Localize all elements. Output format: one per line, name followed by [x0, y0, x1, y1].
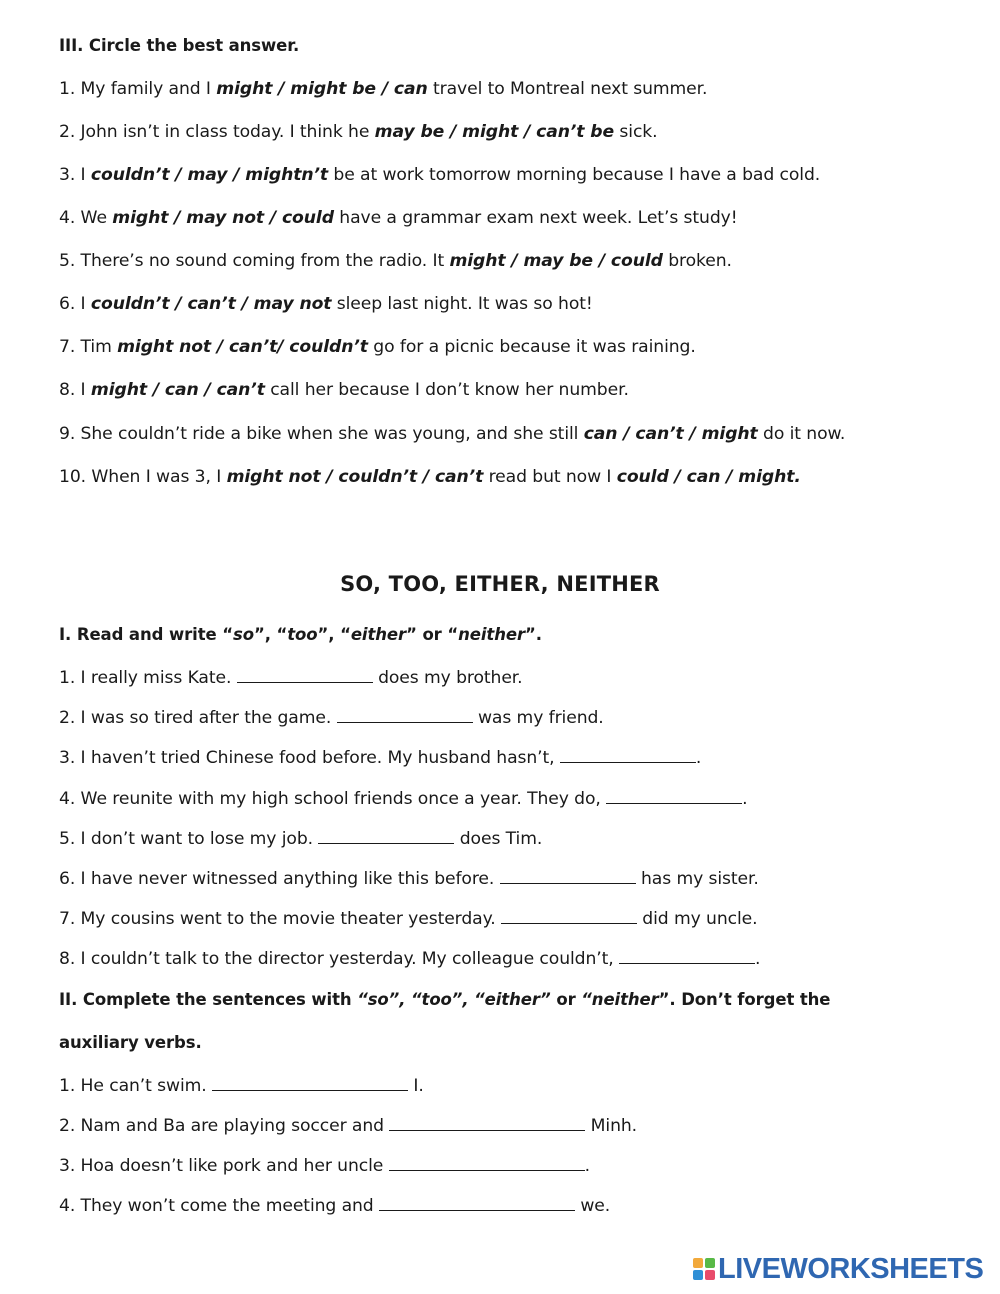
- answer-blank[interactable]: [501, 907, 637, 924]
- answer-blank[interactable]: [237, 666, 373, 683]
- answer-options[interactable]: might / may not / could: [112, 208, 334, 228]
- answer-blank[interactable]: [337, 706, 473, 723]
- complete-question-4: 4. They won’t come the meeting and we.: [59, 1196, 611, 1216]
- fill-question-3: 3. I haven’t tried Chinese food before. My husband hasn’t, .: [59, 748, 702, 768]
- answer-options[interactable]: might / may be / could: [449, 251, 663, 271]
- complete-question-1: 1. He can’t swim. I.: [59, 1076, 424, 1096]
- answer-blank[interactable]: [212, 1074, 408, 1091]
- complete-question-3: 3. Hoa doesn’t like pork and her uncle .: [59, 1156, 590, 1176]
- question-10: 10. When I was 3, I might not / couldn’t / can’t read but now I could / can / might.: [59, 467, 801, 487]
- answer-options[interactable]: might / might be / can: [216, 79, 428, 99]
- answer-blank[interactable]: [560, 746, 696, 763]
- question-1: 1. My family and I might / might be / can travel to Montreal next summer.: [59, 79, 708, 99]
- question-5: 5. There’s no sound coming from the radio. It might / may be / could broken.: [59, 251, 732, 271]
- question-9: 9. She couldn’t ride a bike when she was young, and she still can / can’t / might do it now.: [59, 424, 846, 444]
- fill-question-7: 7. My cousins went to the movie theater yesterday. did my uncle.: [59, 909, 758, 929]
- answer-blank[interactable]: [389, 1154, 585, 1171]
- fill-question-5: 5. I don’t want to lose my job. does Tim.: [59, 829, 543, 849]
- answer-blank[interactable]: [500, 867, 636, 884]
- question-6: 6. I couldn’t / can’t / may not sleep last night. It was so hot!: [59, 294, 593, 314]
- liveworksheets-logo: [692, 1253, 983, 1285]
- section3-heading: III. Circle the best answer.: [59, 36, 300, 55]
- answer-options[interactable]: might not / can’t/ couldn’t: [117, 337, 368, 357]
- answer-options[interactable]: may be / might / can’t be: [374, 122, 615, 142]
- fill-question-6: 6. I have never witnessed anything like this before. has my sister.: [59, 869, 759, 889]
- answer-blank[interactable]: [619, 947, 755, 964]
- answer-options[interactable]: might / can / can’t: [90, 380, 265, 400]
- answer-blank[interactable]: [606, 787, 742, 804]
- logo-square: [705, 1258, 715, 1268]
- partB-heading: II. Complete the sentences with “so”, “too”, “either” or “neither”. Don’t forget the: [59, 990, 831, 1009]
- answer-blank[interactable]: [379, 1194, 575, 1211]
- answer-options[interactable]: might not / couldn’t / can’t: [226, 467, 484, 487]
- question-4: 4. We might / may not / could have a grammar exam next week. Let’s study!: [59, 208, 738, 228]
- logo-square: [693, 1258, 703, 1268]
- question-8: 8. I might / can / can’t call her because I don’t know her number.: [59, 380, 629, 400]
- partB-heading-cont: auxiliary verbs.: [59, 1033, 202, 1052]
- partA-heading: I. Read and write “so”, “too”, “either” or “neither”.: [59, 625, 542, 644]
- question-3: 3. I couldn’t / may / mightn’t be at work tomorrow morning because I have a bad cold.: [59, 165, 821, 185]
- logo-square: [705, 1270, 715, 1280]
- answer-options[interactable]: couldn’t / can’t / may not: [90, 294, 332, 314]
- fill-question-1: 1. I really miss Kate. does my brother.: [59, 668, 523, 688]
- answer-options[interactable]: could / can / might.: [616, 467, 801, 487]
- question-7: 7. Tim might not / can’t/ couldn’t go for a picnic because it was raining.: [59, 337, 696, 357]
- fill-question-8: 8. I couldn’t talk to the director yesterday. My colleague couldn’t, .: [59, 949, 761, 969]
- page-title: SO, TOO, EITHER, NEITHER: [340, 572, 660, 596]
- fill-question-2: 2. I was so tired after the game. was my friend.: [59, 708, 604, 728]
- liveworksheets-logo-text: LIVEWORKSHEETS: [718, 1253, 984, 1285]
- logo-square: [693, 1270, 703, 1280]
- answer-options[interactable]: can / can’t / might: [583, 424, 758, 444]
- question-2: 2. John isn’t in class today. I think he may be / might / can’t be sick.: [59, 122, 658, 142]
- answer-blank[interactable]: [318, 827, 454, 844]
- answer-blank[interactable]: [389, 1114, 585, 1131]
- liveworksheets-logo-icon: [692, 1255, 716, 1283]
- fill-question-4: 4. We reunite with my high school friends once a year. They do, .: [59, 789, 748, 809]
- complete-question-2: 2. Nam and Ba are playing soccer and Minh.: [59, 1116, 638, 1136]
- answer-options[interactable]: couldn’t / may / mightn’t: [90, 165, 329, 185]
